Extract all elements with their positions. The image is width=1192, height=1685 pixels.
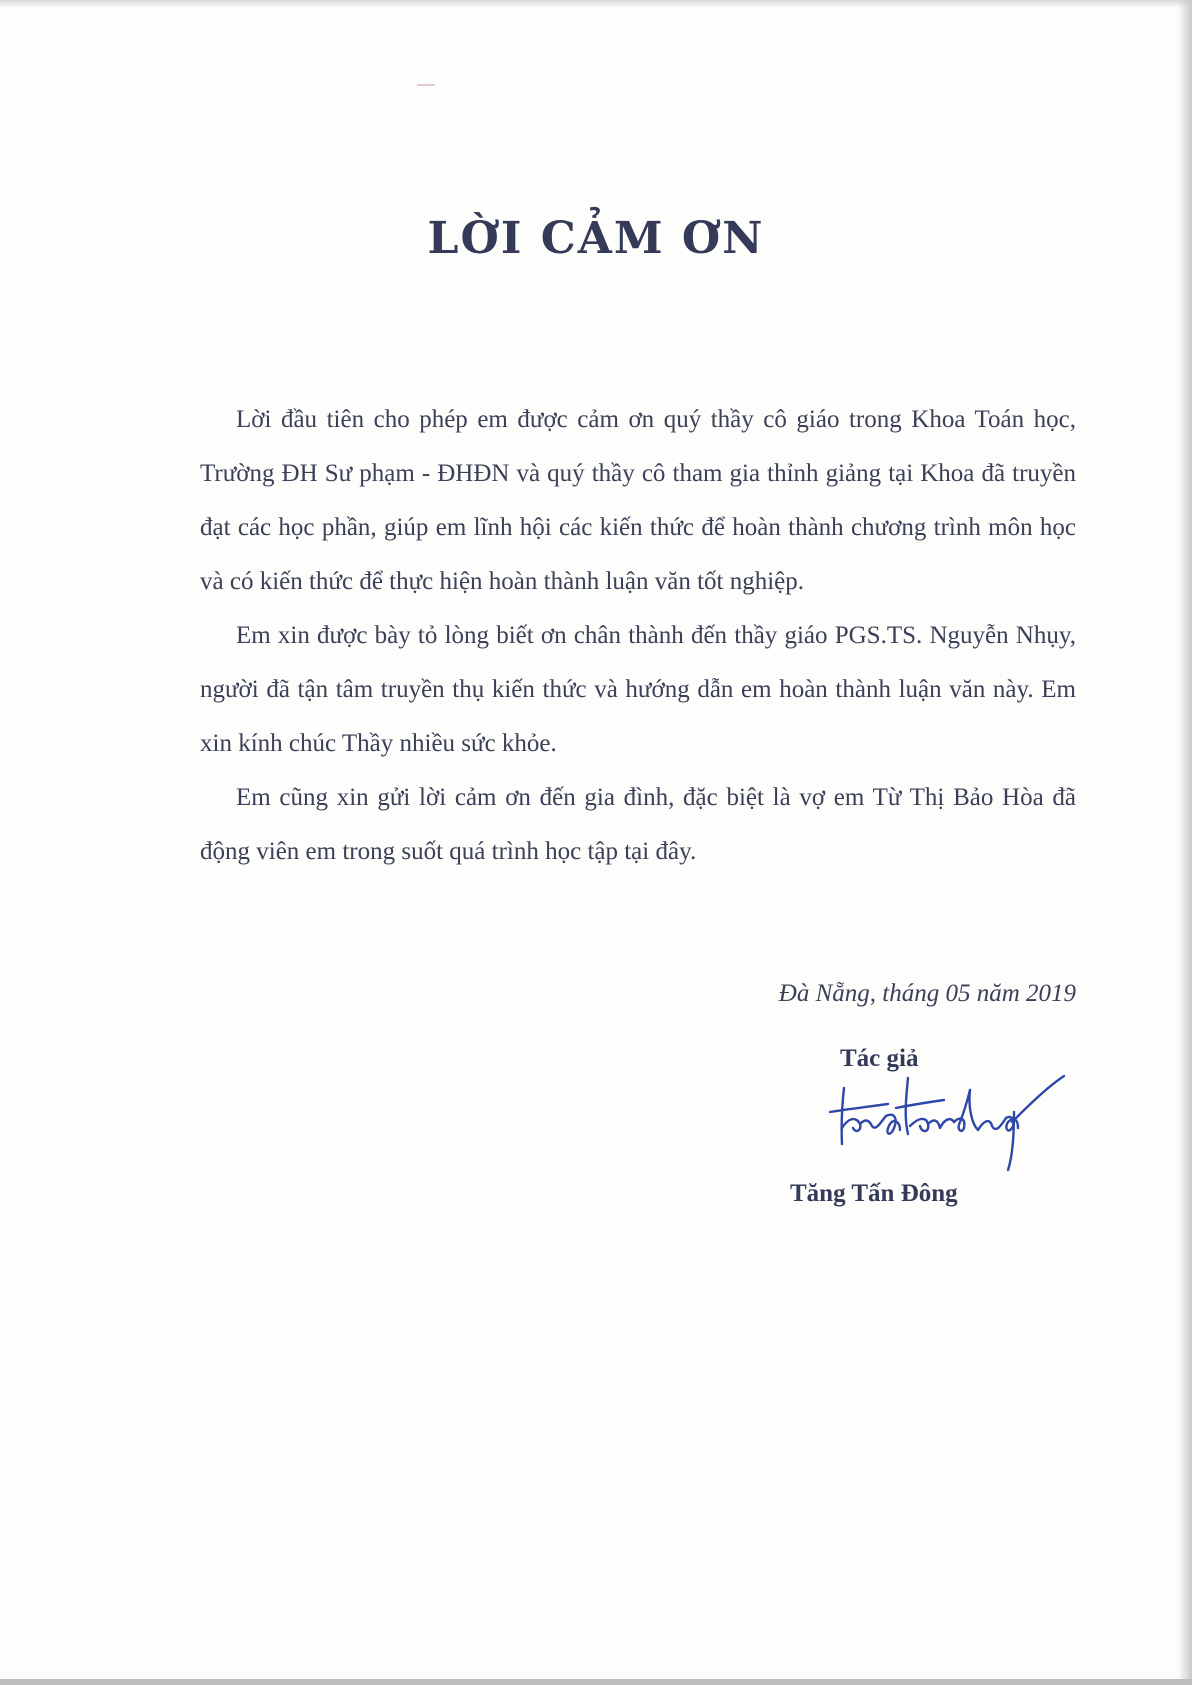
paragraph-2: Em xin được bày tỏ lòng biết ơn chân thành đến thầy giáo PGS.TS. Nguyễn Nhụy, người đã tận tâm truyền thụ kiến thức và hướng dẫn em hoàn thành luận văn này. Em xin kính chúc Thầy nhiều sức khỏe. (200, 622, 1076, 757)
date-line: Đà Nẵng, tháng 05 năm 2019 (778, 980, 1076, 1007)
scan-edge-top (0, 0, 1192, 8)
author-role: Tác giả (840, 1045, 919, 1072)
author-name: Tăng Tấn Đông (790, 1180, 958, 1207)
scan-mark (417, 84, 435, 86)
handwritten-signature (826, 1068, 1066, 1172)
paragraph-1: Lời đầu tiên cho phép em được cảm ơn quý thầy cô giáo trong Khoa Toán học, Trường ĐH Sư phạm - ĐHĐN và quý thầy cô tham gia thỉnh giảng tại Khoa đã truyền đạt các học phần, giúp em lĩnh hội các kiến thức để hoàn thành chương trình môn học và có kiến thức để thực hiện hoàn thành luận văn tốt nghiệp. (200, 406, 1076, 595)
acknowledgement-body (200, 393, 1076, 879)
closing-block (600, 980, 1076, 1207)
scan-edge-bottom (0, 1679, 1192, 1685)
paragraph-3: Em cũng xin gửi lời cảm ơn đến gia đình, đặc biệt là vợ em Từ Thị Bảo Hòa đã động viên em trong suốt quá trình học tập tại đây. (200, 784, 1076, 865)
page-title: LỜI CẢM ƠN (427, 213, 765, 264)
